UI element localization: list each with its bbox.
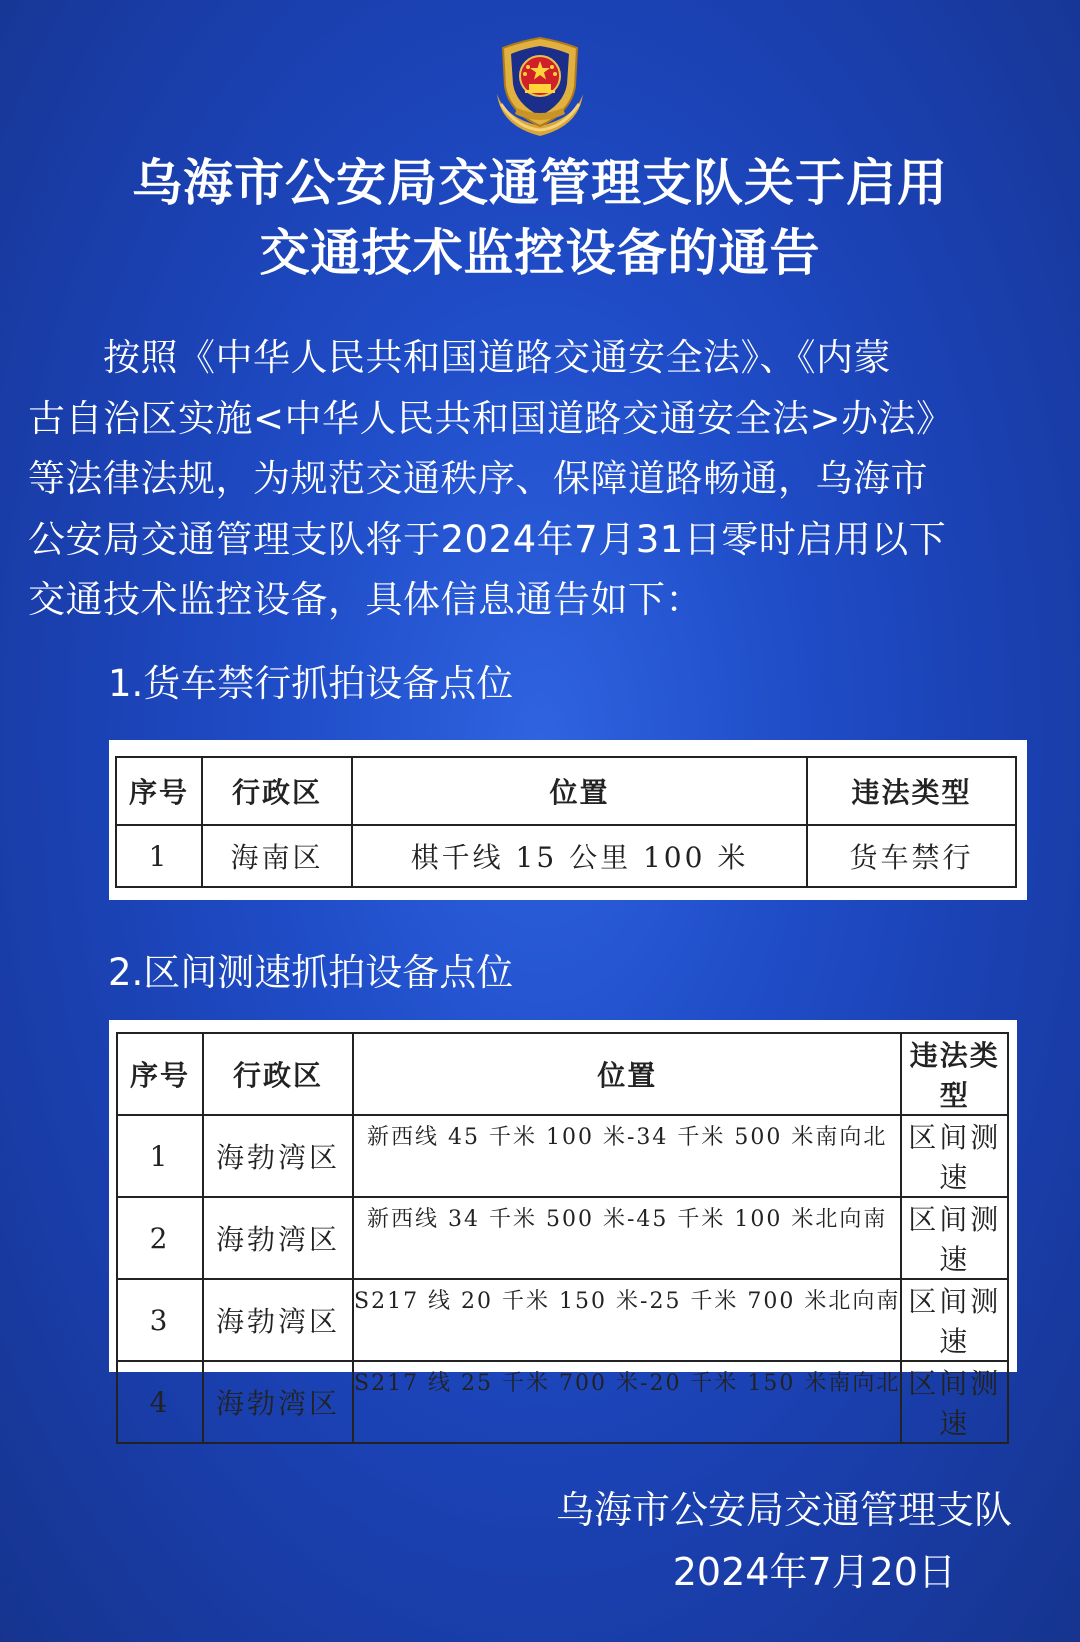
table-header-row bbox=[116, 757, 1016, 825]
header-cell: 序号 bbox=[117, 1033, 203, 1115]
table-header-row bbox=[117, 1033, 1008, 1115]
header-cell: 行政区 bbox=[202, 757, 352, 825]
table-row bbox=[116, 825, 1016, 887]
signature-date-wrap bbox=[412, 1540, 1012, 1604]
table-cell: 区间测速 bbox=[901, 1361, 1008, 1443]
table-row bbox=[117, 1115, 1008, 1197]
table-cell: S217 线 20 千米 150 米-25 千米 700 米北向南 bbox=[353, 1279, 901, 1361]
section2-heading: 2.区间测速抓拍设备点位 bbox=[108, 951, 514, 994]
table-row bbox=[117, 1197, 1008, 1279]
speed-section-table bbox=[109, 1020, 1017, 1440]
header-cell: 位置 bbox=[353, 1033, 901, 1115]
notice-title-line-2: 交通技术监控设备的通告 bbox=[259, 224, 821, 282]
notice-body bbox=[28, 328, 1058, 631]
table-cell: 新西线 34 千米 500 米-45 千米 100 米北向南 bbox=[353, 1197, 901, 1279]
body-line: 古自治区实施<中华人民共和国道路交通安全法>办法》 bbox=[28, 396, 954, 440]
body-line: 按照《中华人民共和国道路交通安全法》、《内蒙 bbox=[28, 336, 891, 379]
notice-title-line-1: 乌海市公安局交通管理支队关于启用 bbox=[132, 154, 948, 212]
table-row bbox=[117, 1279, 1008, 1361]
header-cell: 序号 bbox=[116, 757, 202, 825]
signature-date: 2024年7月20日 bbox=[672, 1550, 956, 1594]
table-cell: 1 bbox=[116, 825, 202, 887]
table-cell: 区间测速 bbox=[901, 1115, 1008, 1197]
body-line: 交通技术监控设备，具体信息通告如下： bbox=[28, 578, 703, 621]
table-cell: 海南区 bbox=[202, 825, 352, 887]
table-cell: 棋千线 15 公里 100 米 bbox=[352, 825, 807, 887]
truck-ban-table bbox=[109, 740, 1027, 900]
table-row bbox=[117, 1361, 1008, 1443]
table-cell: 海勃湾区 bbox=[203, 1115, 353, 1197]
police-emblem-icon bbox=[487, 34, 593, 140]
signature-org: 乌海市公安局交通管理支队 bbox=[555, 1488, 1012, 1532]
body-line: 公安局交通管理支队将于2024年7月31日零时启用以下 bbox=[28, 517, 947, 561]
table-cell: 4 bbox=[117, 1361, 203, 1443]
header-cell: 位置 bbox=[352, 757, 807, 825]
table-cell: 区间测速 bbox=[901, 1279, 1008, 1361]
table-cell: 1 bbox=[117, 1115, 203, 1197]
table-cell: 新西线 45 千米 100 米-34 千米 500 米南向北 bbox=[353, 1115, 901, 1197]
table-cell: 海勃湾区 bbox=[203, 1279, 353, 1361]
header-cell: 违法类型 bbox=[807, 757, 1016, 825]
table-cell: S217 线 25 千米 700 米-20 千米 150 米南向北 bbox=[353, 1361, 901, 1443]
table-cell: 3 bbox=[117, 1279, 203, 1361]
body-line: 等法律法规，为规范交通秩序、保障道路畅通，乌海市 bbox=[28, 457, 928, 500]
table-cell: 区间测速 bbox=[901, 1197, 1008, 1279]
table-cell: 货车禁行 bbox=[807, 825, 1016, 887]
table-cell: 2 bbox=[117, 1197, 203, 1279]
table-cell: 海勃湾区 bbox=[203, 1197, 353, 1279]
header-cell: 违法类型 bbox=[901, 1033, 1008, 1115]
table-cell: 海勃湾区 bbox=[203, 1361, 353, 1443]
header-cell: 行政区 bbox=[203, 1033, 353, 1115]
section1-heading: 1.货车禁行抓拍设备点位 bbox=[108, 662, 514, 705]
